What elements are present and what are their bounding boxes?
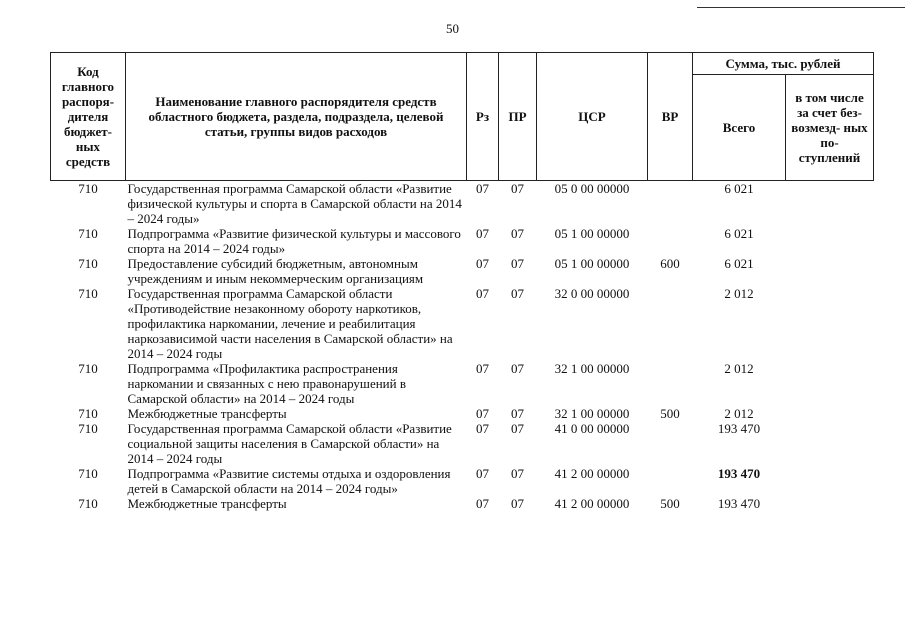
cell-vr <box>648 286 693 361</box>
cell-rz: 07 <box>476 181 489 196</box>
cell-rz: 07 <box>476 421 489 436</box>
header-csr: ЦСР <box>537 53 648 181</box>
table-row <box>51 496 874 511</box>
cell-csr: 05 1 00 00000 <box>554 226 630 241</box>
table-row <box>51 406 874 421</box>
cell-code: 710 <box>78 406 98 421</box>
header-pr: ПР <box>499 53 537 181</box>
cell-total: 193 470 <box>717 496 761 511</box>
cell-pr: 07 <box>511 361 524 376</box>
cell-free <box>786 226 874 256</box>
cell-free <box>786 466 874 496</box>
cell-rz: 07 <box>476 226 489 241</box>
top-rule <box>697 7 905 8</box>
table-row <box>51 361 874 406</box>
table-row <box>51 466 874 496</box>
table-row <box>51 421 874 466</box>
cell-free <box>786 256 874 286</box>
cell-name: Подпрограмма «Развитие физической культуры и массового спорта на 2014 – 2024 годы» <box>127 226 461 256</box>
cell-name: Государственная программа Самарской области «Противодействие незаконному обороту наркотиков, профилактика наркомании, лечение и реабилитация наркозависимой части населения в Самарской области» на 2014 – 2024 годы <box>127 286 453 361</box>
cell-free <box>786 421 874 466</box>
cell-vr <box>648 361 693 406</box>
cell-csr: 41 2 00 00000 <box>554 496 630 511</box>
header-free: в том числе за счет без- возмезд- ных по- ступлений <box>786 75 874 181</box>
cell-free <box>786 496 874 511</box>
cell-csr: 32 1 00 00000 <box>554 361 630 376</box>
cell-name: Государственная программа Самарской области «Развитие социальной защиты населения в Самарской области» на 2014 – 2024 годы <box>127 421 452 466</box>
cell-name: Межбюджетные трансферты <box>127 406 287 421</box>
table-body <box>51 181 874 512</box>
cell-total: 193 470 <box>717 466 761 481</box>
cell-total: 2 012 <box>724 406 754 421</box>
cell-rz: 07 <box>476 466 489 481</box>
cell-vr <box>648 181 693 227</box>
cell-rz: 07 <box>476 256 489 271</box>
cell-pr: 07 <box>511 286 524 301</box>
cell-free <box>786 286 874 361</box>
cell-total: 6 021 <box>724 226 754 241</box>
cell-free <box>786 406 874 421</box>
header-code: Код главного распоря- дителя бюджет- ных средств <box>51 53 126 181</box>
cell-total: 2 012 <box>724 286 754 301</box>
header-total: Всего <box>693 75 786 181</box>
cell-pr: 07 <box>511 256 524 271</box>
table-row <box>51 226 874 256</box>
cell-pr: 07 <box>511 466 524 481</box>
table-row <box>51 181 874 227</box>
cell-total: 2 012 <box>724 361 754 376</box>
cell-name: Подпрограмма «Профилактика распространения наркомании и связанных с нею правонарушений в Самарской области» на 2014 – 2024 годы <box>127 361 406 406</box>
cell-csr: 41 0 00 00000 <box>554 421 630 436</box>
cell-vr: 500 <box>660 406 680 421</box>
header-sum: Сумма, тыс. рублей <box>693 53 874 75</box>
cell-csr: 41 2 00 00000 <box>554 466 630 481</box>
cell-csr: 32 0 00 00000 <box>554 286 630 301</box>
page-number: 50 <box>446 21 459 36</box>
cell-vr: 500 <box>660 496 680 511</box>
cell-csr: 05 1 00 00000 <box>554 256 630 271</box>
cell-pr: 07 <box>511 421 524 436</box>
cell-rz: 07 <box>476 286 489 301</box>
cell-rz: 07 <box>476 496 489 511</box>
budget-table <box>50 52 874 511</box>
cell-code: 710 <box>78 421 98 436</box>
cell-name: Предоставление субсидий бюджетным, автономным учреждениям и иным некоммерческим организациям <box>127 256 424 286</box>
cell-total: 6 021 <box>724 256 754 271</box>
cell-pr: 07 <box>511 496 524 511</box>
cell-vr: 600 <box>660 256 680 271</box>
table-row <box>51 256 874 286</box>
cell-code: 710 <box>78 226 98 241</box>
header-name: Наименование главного распорядителя средств областного бюджета, раздела, подраздела, целевой статьи, группы видов расходов <box>126 53 467 181</box>
table-header <box>51 53 874 181</box>
cell-vr <box>648 466 693 496</box>
cell-pr: 07 <box>511 226 524 241</box>
cell-rz: 07 <box>476 361 489 376</box>
cell-vr <box>648 226 693 256</box>
cell-rz: 07 <box>476 406 489 421</box>
cell-csr: 32 1 00 00000 <box>554 406 630 421</box>
header-vr: ВР <box>648 53 693 181</box>
cell-code: 710 <box>78 466 98 481</box>
cell-vr <box>648 421 693 466</box>
cell-code: 710 <box>78 181 98 196</box>
cell-code: 710 <box>78 496 98 511</box>
cell-name: Подпрограмма «Развитие системы отдыха и оздоровления детей в Самарской области на 2014 – 2024 годы» <box>127 466 451 496</box>
cell-free <box>786 181 874 227</box>
cell-csr: 05 0 00 00000 <box>554 181 630 196</box>
cell-code: 710 <box>78 256 98 271</box>
cell-pr: 07 <box>511 406 524 421</box>
cell-free <box>786 361 874 406</box>
cell-name: Государственная программа Самарской области «Развитие физической культуры и спорта в Самарской области на 2014 – 2024 годы» <box>127 181 462 226</box>
cell-code: 710 <box>78 286 98 301</box>
cell-total: 193 470 <box>717 421 761 436</box>
cell-total: 6 021 <box>724 181 754 196</box>
cell-pr: 07 <box>511 181 524 196</box>
cell-code: 710 <box>78 361 98 376</box>
header-rz: Рз <box>467 53 499 181</box>
table-row <box>51 286 874 361</box>
cell-name: Межбюджетные трансферты <box>127 496 287 511</box>
